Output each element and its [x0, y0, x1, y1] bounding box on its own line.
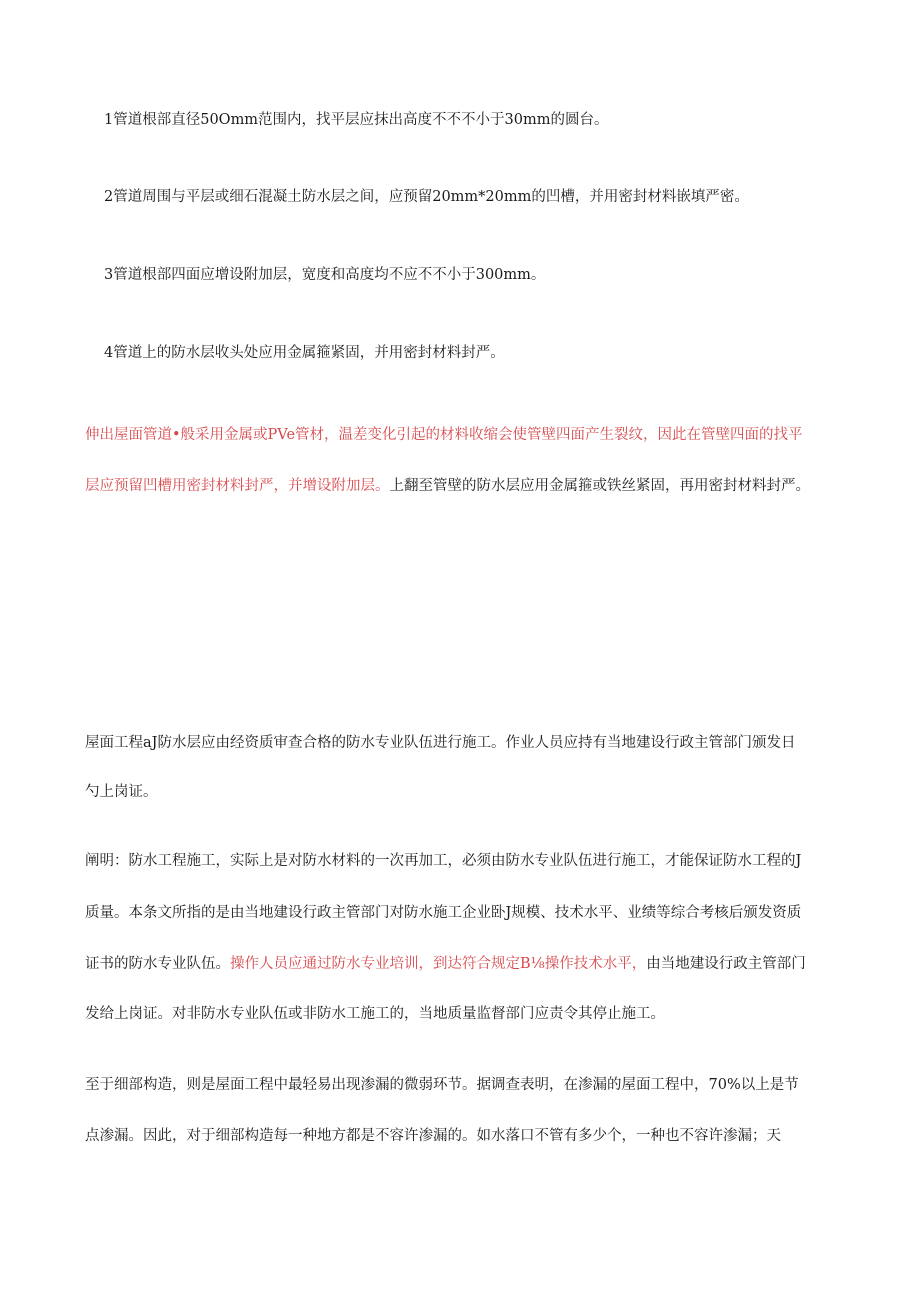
detail-line-2: 点渗漏。因此，对于细部构造每一种地方都是不容许渗漏的。如水落口不管有多少个，一种也不容许渗漏；天 — [85, 1128, 781, 1144]
clause-line-1: 屋面工程aJ防水层应由经资质审查合格的防水专业队伍进行施工。作业人员应持有当地建设行政主管部门颁发日 — [85, 735, 796, 751]
explanation-line-3-tail: 由当地建设行政主管部门 — [646, 956, 806, 972]
explanation-line-4: 发给上岗证。对非防水专业队伍或非防水工施工的，当地质量监督部门应责令其停止施工。 — [85, 1006, 665, 1022]
list-item-2: 2管道周围与平层或细石混凝土防水层之间，应预留20mm*20mm的凹槽，并用密封材料嵌填严密。 — [104, 189, 749, 205]
note-line-2-highlight: 层应预留凹槽用密封材料封严，并增设附加层。 — [85, 478, 390, 494]
explanation-line-3-highlight: 操作人员应通过防水专业培训，到达符合规定B⅛操作技术水平， — [230, 956, 647, 972]
explanation-line-3-text: 证书的防水专业队伍。 — [85, 956, 230, 972]
list-item-4: 4管道上的防水层收头处应用金属箍紧固，并用密封材料封严。 — [104, 345, 505, 361]
note-line-1: 伸出屋面管道•般采用金属或PVe管材，温差变化引起的材料收缩会使管壁四面产生裂纹，因此在管壁四面的找平 — [85, 427, 803, 443]
explanation-line-3 — [85, 954, 806, 974]
explanation-line-2: 质量。本条文所指的是由当地建设行政主管部门对防水施工企业卧J规模、技术水平、业绩等综合考核后颁发资质 — [85, 905, 802, 921]
clause-line-2: 勺上岗证。 — [85, 784, 158, 800]
list-item-1: 1管道根部直径50Omm范围内，找平层应抹出高度不不不小于30mm的圆台。 — [104, 112, 609, 128]
note-line-2-text: 上翻至管壁的防水层应用金属箍或铁丝紧固，再用密封材料封严。 — [389, 478, 810, 494]
list-item-3: 3管道根部四面应增设附加层，宽度和高度均不应不不小于300mm。 — [104, 267, 546, 283]
explanation-line-1: 阐明：防水工程施工，实际上是对防水材料的一次再加工，必须由防水专业队伍进行施工，才能保证防水工程的J — [85, 853, 802, 869]
note-line-2 — [85, 476, 810, 496]
detail-line-1: 至于细部构造，则是屋面工程中最轻易出现渗漏的微弱环节。据调查表明，在渗漏的屋面工程中，70%以上是节 — [85, 1077, 799, 1093]
